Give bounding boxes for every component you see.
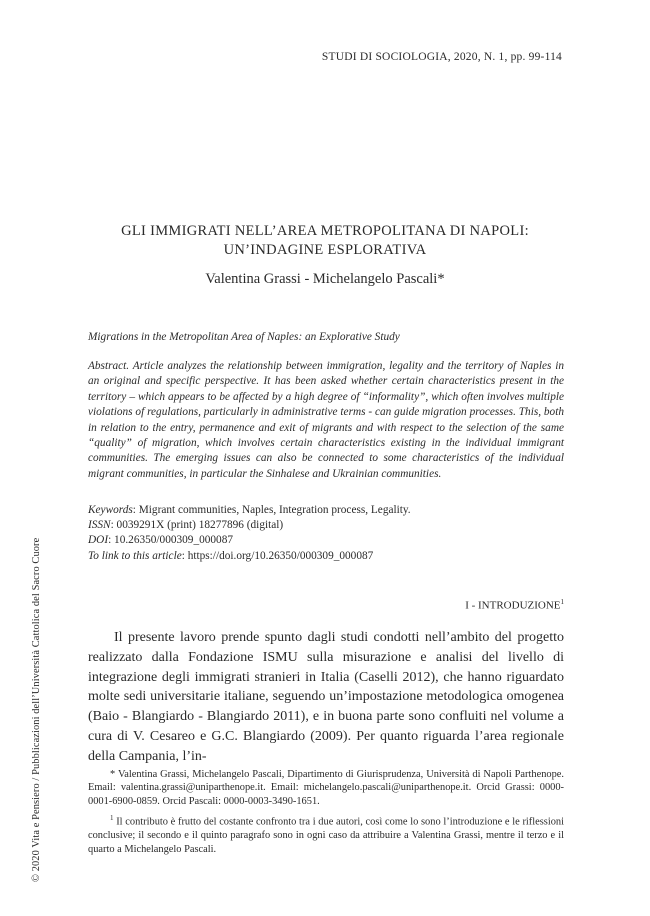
article-title-line2: UN’INDAGINE ESPLORATIVA	[223, 242, 427, 258]
english-title: Migrations in the Metropolitan Area of Naples: an Explorative Study	[88, 331, 400, 343]
footnote-authors: * Valentina Grassi, Michelangelo Pascali, Dipartimento di Giurisprudenza, Università di Napoli Parthenope. Email: valentina.grassi@uniparthenope.it. Email: michelangelo.pascali@uniparthenope.it. Orcid Grassi: 0000-0001-6900-0859. Orcid Pascali: 0000-0003-3490-1651.	[88, 769, 564, 807]
keywords-label: Keywords	[88, 504, 133, 516]
doi-link[interactable]: : https://doi.org/10.26350/000309_000087	[181, 549, 374, 562]
copyright-sidebar: © 2020 Vita e Pensiero / Pubblicazioni dell’Università Cattolica del Sacro Cuore	[31, 537, 42, 882]
abstract: Abstract. Article analyzes the relationship between immigration, legality and the territory of Naples in an original and specific perspective. It has been asked whether certain characteristics present in the territory – which appears to be affected by a high degree of “informality”, which often involves multiple violations of regulations, particularly in administrative terms - can guide migration processes. This, both in relation to the entry, permanence and exit of migrants and with respect to the selection of the same “quality” of migration, which involves certain characteristics existing in the individual immigrant communities. The emerging issues can also be connected to some characteristics of the individual migrant communities, in particular the Sinhalese and Ukrainian communities.	[88, 360, 564, 480]
keywords-line	[88, 503, 564, 518]
footnotes	[88, 768, 564, 856]
link-label: To link to this article	[88, 549, 182, 562]
footnote-1-text: Il contributo è frutto del costante confronto tra i due autori, così come lo sono l’introduzione e le riflessioni conclusive; il secondo e il quinto paragrafo sono in ogni caso da attribuire a Valentina Grassi, mentre il terzo e il quarto a Michelangelo Pascali.	[88, 816, 564, 855]
doi-value: : 10.26350/000309_000087	[108, 534, 233, 547]
issn-value: : 0039291X (print) 18277896 (digital)	[110, 519, 284, 532]
article-authors: Valentina Grassi - Michelangelo Pascali*	[205, 271, 445, 287]
footnote-1	[88, 812, 564, 856]
intro-paragraph: Il presente lavoro prende spunto dagli studi condotti nell’ambito del progetto realizzato dalla Fondazione ISMU sulla misurazione e analisi del livello di integrazione degli immigrati stranieri in Italia (Caselli 2012), che hanno riguardato molte sedi universitarie italiane, seguendo un’impostazione metodologica omogenea (Baio - Blangiardo - Blangiardo 2011), e in buona parte sono confluiti nel volume a cura di V. Cesareo e G.C. Blangiardo (2009). Per quanto riguarda l’area regionale della Campania, l’in-	[88, 630, 564, 764]
article-title-line1: GLI IMMIGRATI NELL’AREA METROPOLITANA DI NAPOLI:	[121, 223, 529, 239]
issn-label: ISSN	[88, 519, 111, 532]
issn-line	[88, 518, 564, 533]
keywords-value: : Migrant communities, Naples, Integration process, Legality.	[132, 504, 411, 516]
footnote-marker: 1	[560, 598, 564, 606]
article-title	[0, 222, 650, 260]
journal-header: STUDI DI SOCIOLOGIA, 2020, N. 1, pp. 99-114	[321, 51, 562, 63]
link-line	[88, 549, 564, 564]
doi-label: DOI	[88, 534, 109, 547]
section-heading-text: I - INTRODUZIONE	[465, 599, 561, 612]
doi-line	[88, 533, 564, 548]
footnote-1-mark: 1	[110, 814, 114, 823]
article-metadata	[88, 503, 564, 564]
section-heading	[465, 598, 564, 612]
